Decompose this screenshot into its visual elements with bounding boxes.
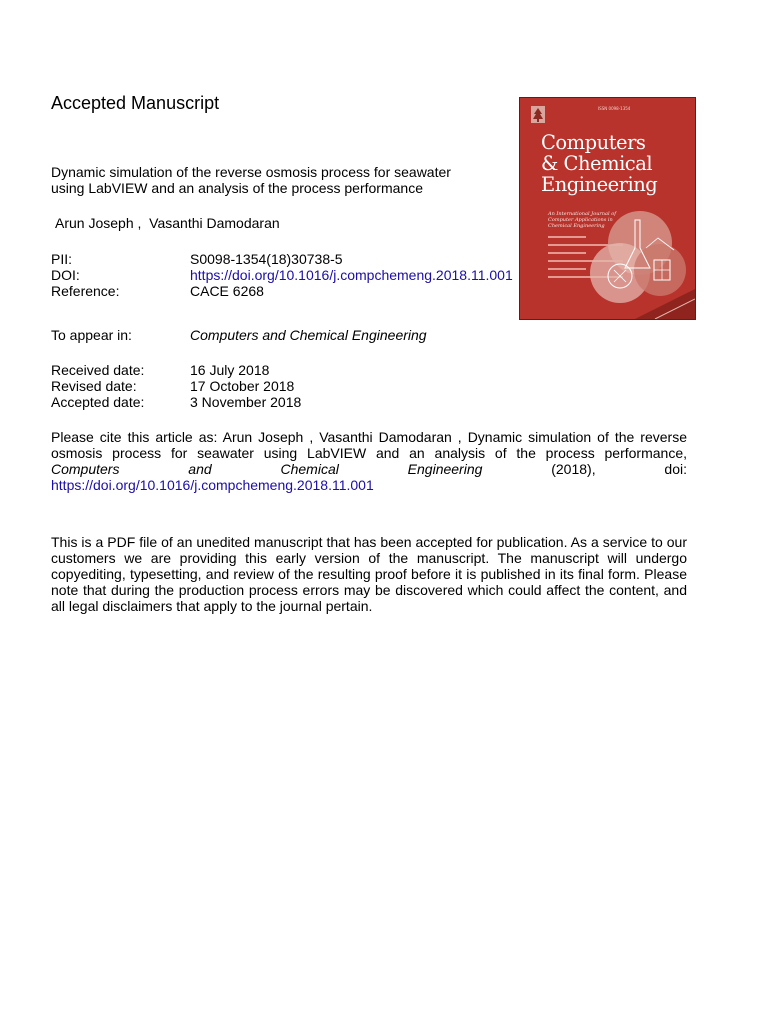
article-authors: Arun Joseph , Vasanthi Damodaran <box>55 215 280 231</box>
pii-value: S0098-1354(18)30738-5 <box>190 251 343 267</box>
cover-corner-graphic <box>635 289 695 319</box>
citation-text: Please cite this article as: Arun Joseph , Vasanthi Damodaran , Dynamic simulation of the reverse osmosis process for seawater using LabVIEW and an analysis of the process performance, <box>51 429 687 461</box>
journal-cover-image <box>519 97 696 320</box>
citation-journal: Computers and Chemical Engineering <box>51 461 483 477</box>
cover-title <box>541 132 657 195</box>
appear-in-journal: Computers and Chemical Engineering <box>190 327 427 343</box>
citation-year-doi: (2018), doi: <box>482 461 687 477</box>
doi-link[interactable]: https://doi.org/10.1016/j.compchemeng.2018.11.001 <box>190 267 513 283</box>
citation-doi-link[interactable]: https://doi.org/10.1016/j.compchemeng.2018.11.001 <box>51 477 374 493</box>
received-date-label: Received date: <box>51 362 145 378</box>
elsevier-tree-logo-icon <box>531 106 545 123</box>
page-heading: Accepted Manuscript <box>51 93 220 113</box>
reference-label: Reference: <box>51 283 120 299</box>
pii-label: PII: <box>51 251 73 267</box>
revised-date-label: Revised date: <box>51 378 137 394</box>
doi-label: DOI: <box>51 267 80 283</box>
appear-in-label: To appear in: <box>51 327 132 343</box>
accepted-date-label: Accepted date: <box>51 394 145 410</box>
cover-title-line-3: Engineering <box>541 173 658 196</box>
cover-issn: ISSN 0098-1354 <box>598 106 631 111</box>
revised-date-value: 17 October 2018 <box>190 378 295 394</box>
cover-subtitle: An International Journal of Computer Applications in Chemical Engineering <box>548 211 617 229</box>
cover-title-line-2: & Chemical <box>541 152 653 175</box>
article-title: Dynamic simulation of the reverse osmosis process for seawater using LabVIEW and an analysis of the process performance <box>51 164 451 196</box>
reference-value: CACE 6268 <box>190 283 264 299</box>
accepted-date-value: 3 November 2018 <box>190 394 302 410</box>
received-date-value: 16 July 2018 <box>190 362 270 378</box>
citation-paragraph <box>51 429 687 493</box>
disclaimer-paragraph: This is a PDF file of an unedited manuscript that has been accepted for publication. As a service to our customers we are providing this early version of the manuscript. The manuscript will undergo copyediting, typesetting, and review of the resulting proof before it is published in its final form. Please note that during the production process errors may be discovered which could affect the content, and all legal disclaimers that apply to the journal pertain. <box>51 534 687 614</box>
cover-title-line-1: Computers <box>541 131 646 154</box>
